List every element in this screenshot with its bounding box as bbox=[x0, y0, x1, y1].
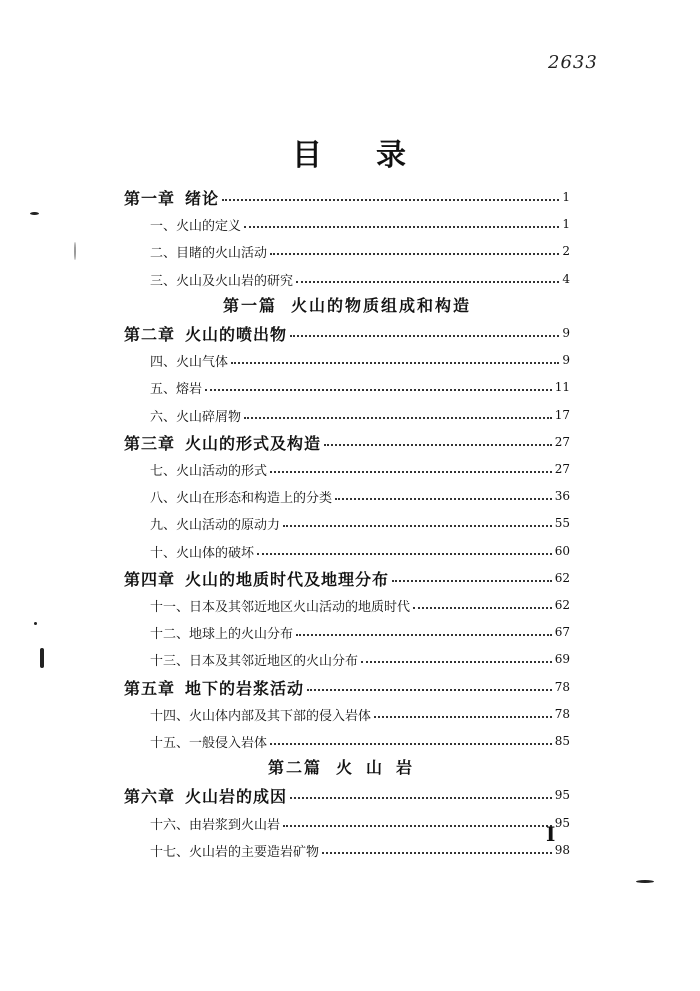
page-number: 2 bbox=[562, 244, 570, 258]
dot-leader bbox=[283, 825, 552, 827]
toc-section-entry[interactable] bbox=[150, 456, 570, 482]
section-title: 二、目睹的火山活动 bbox=[150, 245, 268, 261]
entry-label bbox=[150, 732, 267, 751]
scan-speck bbox=[636, 880, 654, 883]
toc-section-entry[interactable] bbox=[150, 347, 570, 373]
dot-leader bbox=[205, 389, 552, 391]
entry-label bbox=[150, 242, 267, 261]
page-number: 85 bbox=[554, 734, 570, 748]
toc-chapter-entry[interactable] bbox=[124, 674, 570, 700]
page-number: 17 bbox=[554, 408, 570, 422]
dot-leader bbox=[392, 580, 552, 582]
toc-section-entry[interactable] bbox=[150, 483, 570, 509]
toc-chapter-entry[interactable] bbox=[124, 429, 570, 455]
chapter-number: 第四章 bbox=[124, 569, 176, 589]
page-number: 4 bbox=[562, 272, 570, 286]
entry-label bbox=[124, 431, 321, 454]
chapter-title: 火山的喷出物 bbox=[185, 324, 288, 344]
entry-label bbox=[124, 567, 389, 590]
dot-leader bbox=[257, 553, 552, 555]
page-number: 1 bbox=[562, 190, 570, 204]
entry-label bbox=[150, 623, 293, 642]
section-title: 十、火山体的破坏 bbox=[150, 545, 255, 561]
page-title-left: 目 bbox=[292, 138, 324, 173]
entry-label bbox=[150, 460, 267, 479]
dot-leader bbox=[290, 335, 559, 337]
section-title: 六、火山碎屑物 bbox=[150, 409, 242, 425]
page-number: 27 bbox=[554, 462, 570, 476]
section-title: 十六、由岩浆到火山岩 bbox=[150, 817, 281, 833]
scan-speck bbox=[34, 622, 37, 625]
chapter-title: 地下的岩浆活动 bbox=[185, 678, 305, 698]
section-title: 一、火山的定义 bbox=[150, 218, 242, 234]
dot-leader bbox=[290, 797, 552, 799]
entry-label bbox=[150, 351, 228, 370]
page-number: 9 bbox=[562, 326, 570, 340]
page-number: 11 bbox=[554, 380, 570, 394]
dot-leader bbox=[324, 444, 552, 446]
entry-label bbox=[150, 650, 358, 669]
page-number: 36 bbox=[554, 489, 570, 503]
toc-section-entry[interactable] bbox=[150, 810, 570, 836]
toc-section-entry[interactable] bbox=[150, 374, 570, 400]
handwritten-note: 2633 bbox=[548, 52, 598, 73]
part-number: 第一篇 bbox=[222, 296, 277, 315]
dot-leader bbox=[307, 689, 552, 691]
dot-leader bbox=[244, 417, 552, 419]
page-number: 62 bbox=[554, 598, 570, 612]
entry-label bbox=[150, 814, 280, 833]
toc-chapter-entry[interactable] bbox=[124, 184, 570, 210]
part-title: 火山岩 bbox=[336, 758, 427, 777]
entry-label bbox=[150, 378, 202, 397]
dot-leader bbox=[413, 607, 552, 609]
dot-leader bbox=[270, 743, 552, 745]
entry-label bbox=[150, 542, 254, 561]
entry-label bbox=[150, 487, 332, 506]
page-number: 67 bbox=[554, 625, 570, 639]
dot-leader bbox=[270, 253, 559, 255]
part-title: 火山的物质组成和构造 bbox=[291, 296, 472, 315]
entry-label bbox=[150, 406, 241, 425]
entry-label bbox=[150, 841, 319, 860]
chapter-number: 第五章 bbox=[124, 678, 176, 698]
page-title-right: 录 bbox=[376, 138, 408, 173]
part-number: 第二篇 bbox=[267, 758, 322, 777]
dot-leader bbox=[296, 634, 552, 636]
scan-speck bbox=[30, 212, 39, 215]
section-title: 四、火山气体 bbox=[150, 354, 229, 370]
dot-leader bbox=[374, 716, 552, 718]
toc-section-entry[interactable] bbox=[150, 728, 570, 754]
page-number: 9 bbox=[562, 353, 570, 367]
page-number: 55 bbox=[554, 516, 570, 530]
page-number: 98 bbox=[554, 843, 570, 857]
section-title: 十七、火山岩的主要造岩矿物 bbox=[150, 844, 320, 860]
section-title: 九、火山活动的原动力 bbox=[150, 517, 281, 533]
toc-chapter-entry[interactable] bbox=[124, 320, 570, 346]
entry-label bbox=[124, 322, 287, 345]
entry-label bbox=[150, 596, 410, 615]
dot-leader bbox=[222, 199, 559, 201]
part-heading bbox=[124, 755, 570, 781]
entry-label bbox=[124, 784, 287, 807]
toc-section-entry[interactable] bbox=[150, 211, 570, 237]
section-title: 五、熔岩 bbox=[150, 381, 203, 397]
chapter-number: 第一章 bbox=[124, 188, 176, 208]
toc-section-entry[interactable] bbox=[150, 701, 570, 727]
page-number: 78 bbox=[554, 707, 570, 721]
dot-leader bbox=[244, 226, 559, 228]
page-number: 78 bbox=[554, 680, 570, 694]
toc-section-entry[interactable] bbox=[150, 538, 570, 564]
entry-label bbox=[150, 215, 241, 234]
entry-label bbox=[150, 705, 371, 724]
toc-section-entry[interactable] bbox=[150, 266, 570, 292]
toc-chapter-entry[interactable] bbox=[124, 782, 570, 808]
section-title: 七、火山活动的形式 bbox=[150, 463, 268, 479]
toc-section-entry[interactable] bbox=[150, 619, 570, 645]
section-title: 八、火山在形态和构造上的分类 bbox=[150, 490, 333, 506]
chapter-number: 第六章 bbox=[124, 786, 176, 806]
dot-leader bbox=[322, 852, 552, 854]
page-number: 95 bbox=[554, 816, 570, 830]
entry-label bbox=[124, 186, 219, 209]
toc-section-entry[interactable] bbox=[150, 592, 570, 618]
section-title: 十二、地球上的火山分布 bbox=[150, 626, 294, 642]
section-title: 十四、火山体内部及其下部的侵入岩体 bbox=[150, 708, 372, 724]
chapter-title: 火山的形式及构造 bbox=[185, 433, 322, 453]
page-title bbox=[0, 130, 700, 174]
dot-leader bbox=[361, 661, 552, 663]
chapter-number: 第二章 bbox=[124, 324, 176, 344]
dot-leader bbox=[283, 525, 552, 527]
page-number: 95 bbox=[554, 788, 570, 802]
chapter-title: 火山岩的成因 bbox=[185, 786, 288, 806]
toc-section-entry[interactable] bbox=[150, 837, 570, 863]
scan-speck bbox=[74, 242, 76, 260]
dot-leader bbox=[231, 362, 559, 364]
chapter-title: 火山的地质时代及地理分布 bbox=[185, 569, 390, 589]
page-number: 62 bbox=[554, 571, 570, 585]
toc-section-entry[interactable] bbox=[150, 646, 570, 672]
page-number: 1 bbox=[562, 217, 570, 231]
dot-leader bbox=[296, 281, 559, 283]
toc-section-entry[interactable] bbox=[150, 402, 570, 428]
section-title: 三、火山及火山岩的研究 bbox=[150, 273, 294, 289]
entry-label bbox=[124, 676, 304, 699]
page-number: 69 bbox=[554, 652, 570, 666]
chapter-title: 绪论 bbox=[185, 188, 220, 208]
dot-leader bbox=[335, 498, 552, 500]
page-number: 60 bbox=[554, 544, 570, 558]
section-title: 十五、一般侵入岩体 bbox=[150, 735, 268, 751]
section-title: 十一、日本及其邻近地区火山活动的地质时代 bbox=[150, 599, 411, 615]
toc-chapter-entry[interactable] bbox=[124, 565, 570, 591]
entry-label bbox=[150, 514, 280, 533]
chapter-number: 第三章 bbox=[124, 433, 176, 453]
toc-section-entry[interactable] bbox=[150, 238, 570, 264]
page-number: 27 bbox=[554, 435, 570, 449]
page-folio: I bbox=[546, 822, 556, 846]
section-title: 十三、日本及其邻近地区的火山分布 bbox=[150, 653, 359, 669]
entry-label bbox=[150, 270, 293, 289]
toc-section-entry[interactable] bbox=[150, 510, 570, 536]
part-heading bbox=[124, 293, 570, 319]
scan-speck bbox=[40, 648, 44, 668]
dot-leader bbox=[270, 471, 552, 473]
